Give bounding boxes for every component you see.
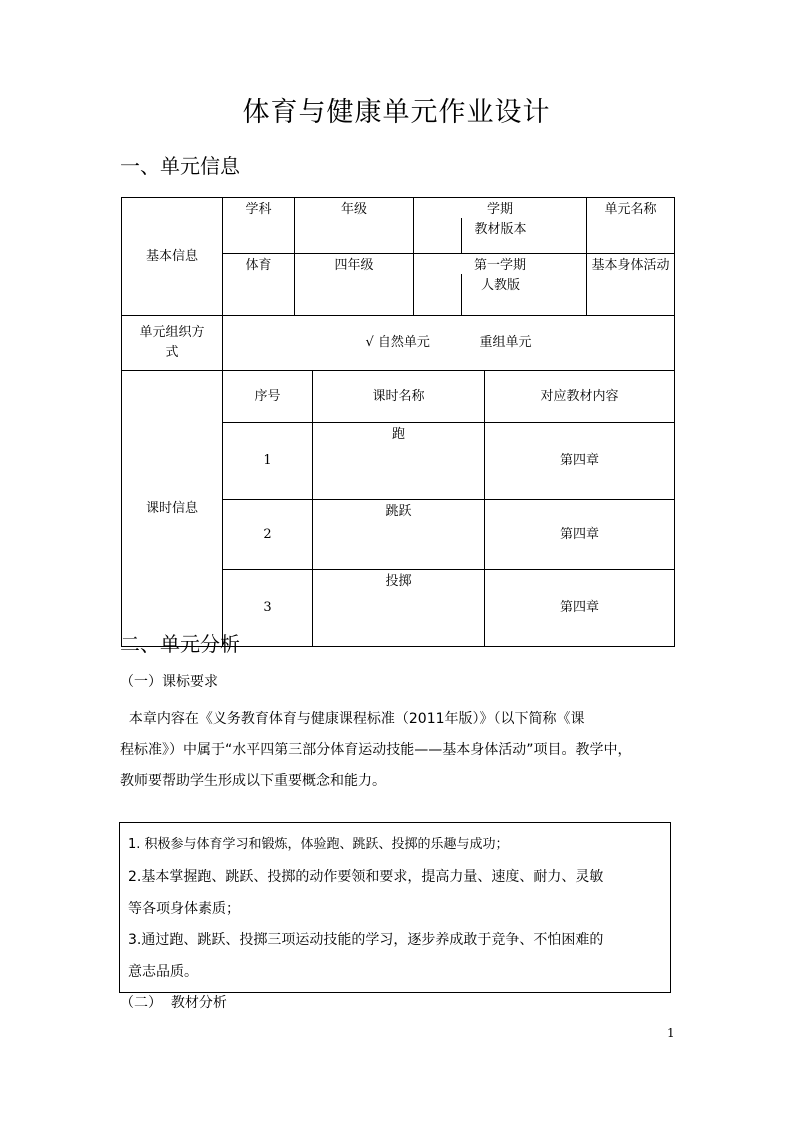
value-grade: 四年级 xyxy=(295,254,414,316)
goal-line: 意志品质。 xyxy=(128,964,198,980)
lesson-number: 2 xyxy=(223,500,313,570)
page-number: 1 xyxy=(667,1026,675,1040)
value-subject: 体育 xyxy=(223,254,295,316)
section-heading-unit-info: 一、单元信息 xyxy=(120,154,240,178)
unit-info-table xyxy=(121,197,675,647)
goals-box xyxy=(119,822,671,993)
goal-line: 2.基本掌握跑、跳跃、投掷的动作要领和要求，提高力量、速度、耐力、灵敏 xyxy=(128,869,604,885)
lesson-info-label: 课时信息 xyxy=(122,371,223,647)
lesson-header-name: 课时名称 xyxy=(313,371,485,423)
basic-info-label: 基本信息 xyxy=(122,198,223,316)
header-term: 学期 xyxy=(486,202,513,217)
paragraph-line: 教师要帮助学生形成以下重要概念和能力。 xyxy=(120,773,386,789)
paragraph-line: 本章内容在《义务教育体育与健康课程标准（2011年版）》（以下简称《课 xyxy=(120,711,585,727)
org-label: 单元组织方式 xyxy=(122,316,223,371)
subheading-textbook-analysis: （二） 教材分析 xyxy=(120,995,227,1011)
lesson-name: 跑 xyxy=(313,423,485,500)
lesson-name: 投掷 xyxy=(313,570,485,647)
lesson-number: 3 xyxy=(223,570,313,647)
org-value: √ 自然单元 重组单元 xyxy=(223,316,675,371)
curriculum-paragraph xyxy=(120,704,680,797)
header-subject: 学科 xyxy=(223,198,295,254)
lesson-content: 第四章 xyxy=(485,500,675,570)
paragraph-line: 程标准》）中属于“水平四第三部分体育运动技能——基本身体活动”项目。教学中， xyxy=(120,742,632,758)
value-textbook-version: 人教版 xyxy=(461,274,539,315)
lesson-content: 第四章 xyxy=(485,570,675,647)
goal-line: 等各项身体素质； xyxy=(128,901,240,917)
lesson-number: 1 xyxy=(223,423,313,500)
header-textbook-version: 教材版本 xyxy=(461,218,539,253)
lesson-header-number: 序号 xyxy=(223,371,313,423)
value-unit-name: 基本身体活动 xyxy=(587,254,675,316)
section-heading-unit-analysis: 二、单元分析 xyxy=(120,632,240,656)
header-grade: 年级 xyxy=(295,198,414,254)
header-unit-name: 单元名称 xyxy=(587,198,675,254)
lesson-header-content: 对应教材内容 xyxy=(485,371,675,423)
goal-line: 3.通过跑、跳跃、投掷三项运动技能的学习，逐步养成敢于竞争、不怕困难的 xyxy=(128,932,604,948)
value-term: 第一学期 xyxy=(473,258,526,273)
lesson-name: 跳跃 xyxy=(313,500,485,570)
goal-line: 1. 积极参与体育学习和锻炼，体验跑、跳跃、投掷的乐趣与成功； xyxy=(128,837,509,852)
lesson-content: 第四章 xyxy=(485,423,675,500)
subheading-curriculum-requirements: （一）课标要求 xyxy=(120,674,218,690)
page-title: 体育与健康单元作业设计 xyxy=(242,97,551,128)
